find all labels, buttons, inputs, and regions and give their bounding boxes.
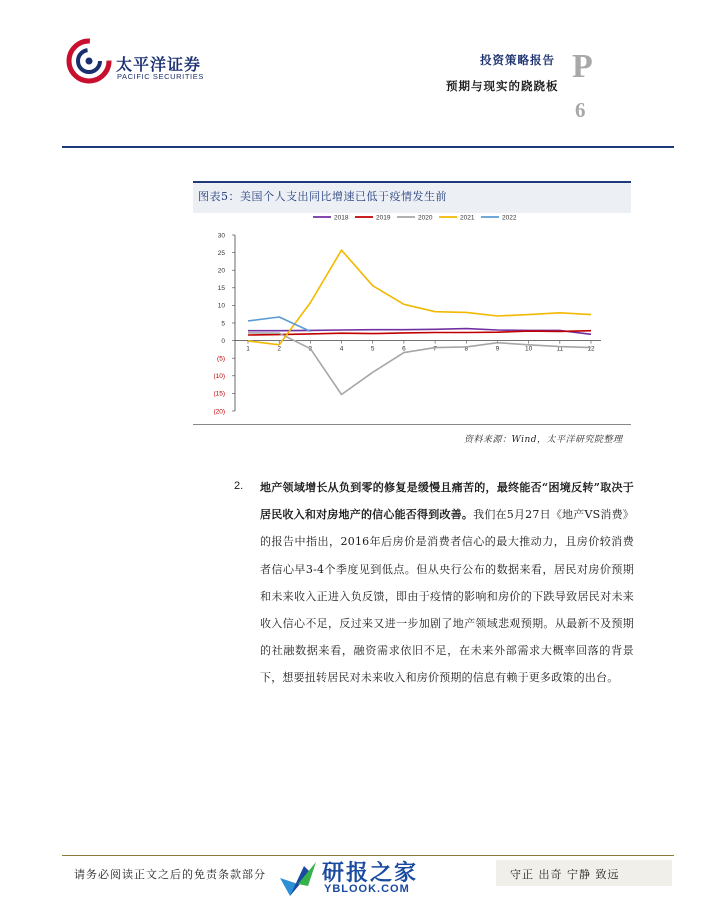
legend-label-2021: 2021 xyxy=(460,214,475,222)
y-tick-label: 10 xyxy=(217,302,225,310)
y-tick-label: 30 xyxy=(217,232,225,240)
report-title: 预期与现实的跷跷板 xyxy=(446,79,559,93)
body-paragraph xyxy=(260,474,634,692)
footer-disclaimer: 请务必阅读正文之后的免责条款部分 xyxy=(74,868,266,881)
x-tick-label: 6 xyxy=(402,345,406,353)
figure-bottom-divider xyxy=(193,424,631,425)
chart-series xyxy=(248,250,591,394)
page-letter: P xyxy=(572,48,593,85)
y-tick-label: 15 xyxy=(217,285,225,293)
x-tick-label: 3 xyxy=(308,345,313,353)
paragraph-bold-lead: 地产领域增长从负到零的修复是缓慢且痛苦的，最终能否“困境反转”取决于居民收入和对房地产的信心能否得到改善。 xyxy=(260,481,634,522)
header-divider xyxy=(62,146,674,148)
series-line-2020 xyxy=(248,333,591,395)
logo-name-cn: 太平洋证券 xyxy=(116,55,202,74)
x-tick-label: 1 xyxy=(246,345,250,353)
watermark-text-en: YBLOOK.COM xyxy=(324,883,410,895)
list-number: 2. xyxy=(234,480,244,492)
legend-label-2019: 2019 xyxy=(376,214,391,222)
y-tick-label: (10) xyxy=(213,373,225,381)
x-tick-label: 9 xyxy=(495,345,500,353)
y-tick-label: 20 xyxy=(217,267,225,275)
y-tick-label: 25 xyxy=(217,249,225,257)
legend-label-2022: 2022 xyxy=(502,214,517,222)
logo-name-en: PACIFIC SECURITIES xyxy=(117,72,204,81)
x-tick-label: 10 xyxy=(525,345,533,353)
series-line-2019 xyxy=(248,331,591,335)
x-tick-label: 12 xyxy=(587,345,595,353)
x-tick-label: 4 xyxy=(339,345,344,353)
chart-axes xyxy=(213,232,601,415)
line-chart xyxy=(193,213,631,425)
footer-motto: 守正 出奇 宁静 致远 xyxy=(510,868,620,881)
legend-label-2020: 2020 xyxy=(418,214,433,222)
x-tick-label: 8 xyxy=(464,345,469,353)
y-tick-label: 0 xyxy=(221,337,225,345)
x-tick-label: 5 xyxy=(370,345,375,353)
x-tick-label: 11 xyxy=(556,345,564,353)
figure-source: 资料来源：Wind，太平洋研究院整理 xyxy=(464,435,623,445)
watermark-text-cn: 研报之家 xyxy=(322,861,419,886)
report-type-label: 投资策略报告 xyxy=(480,53,555,67)
page-number: 6 xyxy=(575,98,586,122)
watermark-logo-icon xyxy=(278,860,318,898)
x-tick-label: 7 xyxy=(433,345,437,353)
figure-title: 图表5：美国个人支出同比增速已低于疫情发生前 xyxy=(198,190,447,203)
x-tick-label: 2 xyxy=(277,345,281,353)
paragraph-text: 我们在5月27日《地产VS消费》的报告中指出，2016年后房价是消费者信心的最大推动力，且房价较消费者信心早3-4个季度见到低点。但从央行公布的数据来看，居民对房价预期和未来收入正进入负反馈，即由于疫情的影响和房价的下跌导致居民对未来收入信心不足，反过来又进一步加剧了地产领域悲观预期。从最新不及预期的社融数据来看，融资需求依旧不足，在未来外部需求大概率回落的背景下，想要扭转居民对未来收入和房价预期的信息有赖于更多政策的出台。 xyxy=(260,508,634,685)
chart-legend xyxy=(313,214,517,221)
series-line-2022 xyxy=(248,317,310,331)
y-tick-label: (20) xyxy=(213,408,225,416)
company-logo-icon xyxy=(66,38,112,84)
y-tick-label: (5) xyxy=(217,355,225,363)
legend-label-2018: 2018 xyxy=(334,214,349,222)
y-tick-label: (15) xyxy=(213,390,225,398)
y-tick-label: 5 xyxy=(221,320,225,328)
